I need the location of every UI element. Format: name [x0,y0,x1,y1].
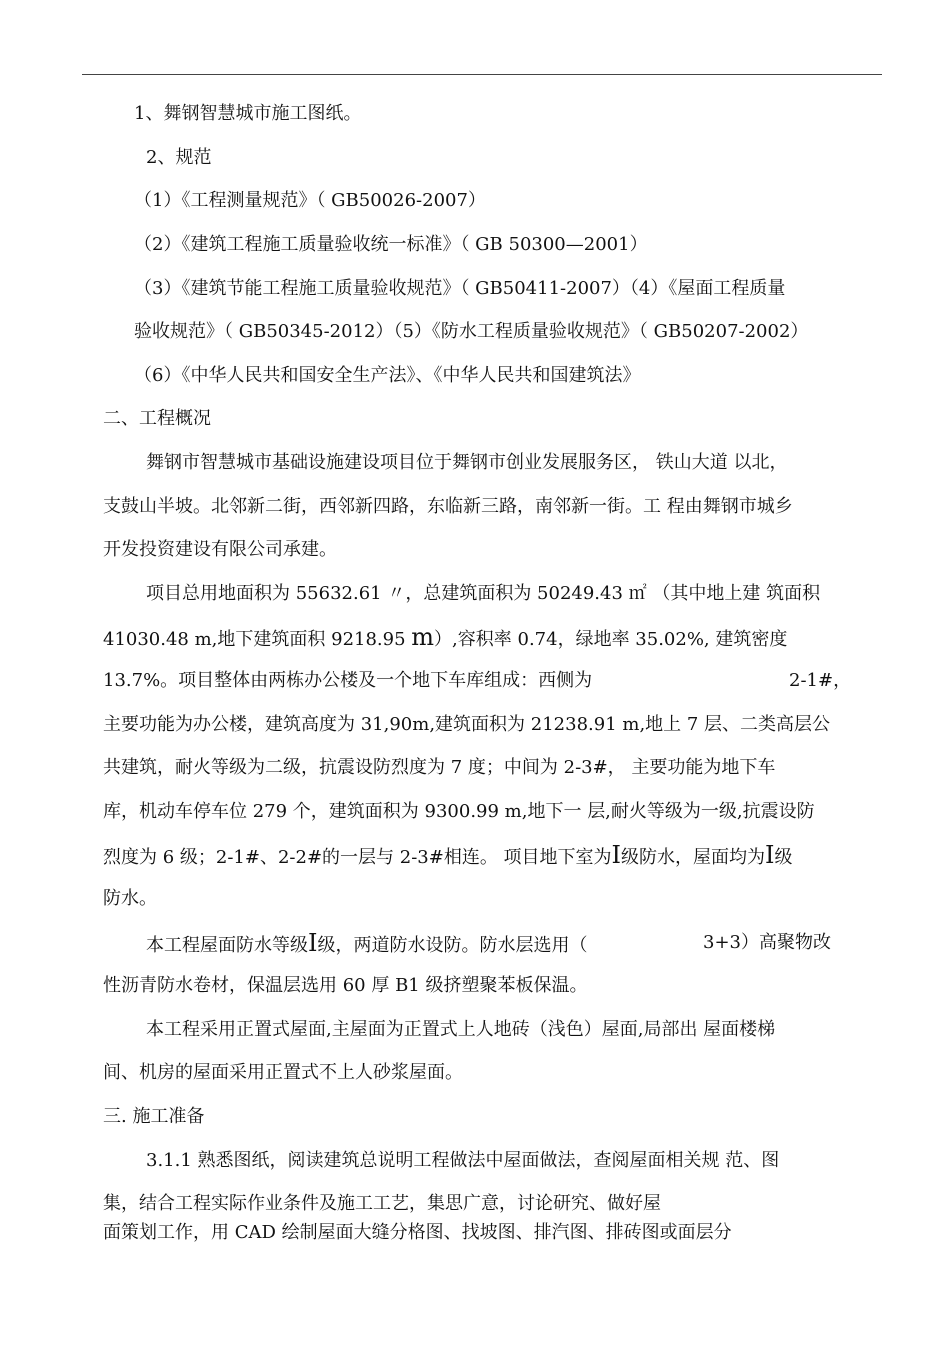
overview-p3-line-1a [146,929,588,957]
overview-p2-line-8: 防水。 [103,888,157,909]
standard-6: （6）《中华人民共和国安全生产法》、《中华人民共和国建筑法》 [134,365,641,386]
prep-p1-line-3: 面策划工作，用 CAD 绘制屋面大缝分格图、找坡图、排汽图、排砖图或面层分 [103,1222,732,1243]
standard-3-line-2: 验收规范》（ GB50345-2012）（5）《防水工程质量验收规范》（ GB50207-2002） [134,321,809,342]
overview-p3-line-1b: 3+3）高聚物改 [703,932,831,953]
grade-numeral: I [611,841,622,869]
overview-p1-line-1: 舞钢市智慧城市基础设施建设项目位于舞钢市创业发展服务区， 铁山大道 以北， [146,452,788,473]
overview-p2-line-2 [103,623,788,651]
overview-p2-line-5: 共建筑，耐火等级为二级，抗震设防烈度为 7 度；中间为 2-3#， 主要功能为地下车 [103,757,776,778]
overview-p2-line-1: 项目总用地面积为 55632.61 〃，总建筑面积为 50249.43 ㎡ （其中地上建 筑面积 [146,583,821,604]
standard-3-line-1: （3）《建筑节能工程施工质量验收规范》（ GB50411-2007）（4）《屋面工程质量 [134,278,786,299]
text-run: ）,容积率 0.74，绿地率 35.02%, 建筑密度 [434,629,788,650]
overview-p1-line-3: 开发投资建设有限公司承建。 [103,539,337,560]
text-run: 41030.48 m,地下建筑面积 9218.95 [103,629,412,650]
overview-p2-line-7 [103,841,793,869]
header-rule [82,74,882,75]
overview-p4-line-1: 本工程采用正置式屋面,主屋面为正置式上人地砖（浅色）屋面,局部出 屋面楼梯 [146,1019,776,1040]
grade-numeral: I [765,841,775,869]
standard-1: （1）《工程测量规范》（ GB50026-2007） [134,190,486,211]
section-heading-preparation: 三. 施工准备 [103,1106,205,1127]
ref-item-2: 2、规范 [146,147,212,168]
overview-p3-line-2: 性沥青防水卷材，保温层选用 60 厚 B1 级挤塑聚苯板保温。 [103,975,588,996]
text-run: 烈度为 6 级；2-1#、2-2#的一层与 2-3#相连。 项目地下室为 [103,847,612,868]
standard-2: （2）《建筑工程施工质量验收统一标准》（ GB 50300—2001） [134,234,648,255]
prep-p1-line-2: 集，结合工程实际作业条件及施工工艺，集思广意，讨论研究、做好屋 [103,1193,661,1214]
grade-numeral: I [308,929,318,957]
ref-item-1: 1、舞钢智慧城市施工图纸。 [134,103,362,124]
overview-p2-line-4: 主要功能为办公楼，建筑高度为 31,90m,建筑面积为 21238.91 m,地上 7 层、二类高层公 [103,714,831,735]
overview-p2-line-3a: 13.7%。项目整体由两栋办公楼及一个地下车库组成：西侧为 [103,670,593,691]
overview-p4-line-2: 间、机房的屋面采用正置式不上人砂浆屋面。 [103,1062,463,1083]
text-run: 级，两道防水设防。防水层选用（ [317,935,588,956]
section-heading-overview: 二、工程概况 [103,408,211,429]
text-run: 级防水，屋面均为 [621,847,766,868]
prep-p1-line-1: 3.1.1 熟悉图纸，阅读建筑总说明工程做法中屋面做法，查阅屋面相关规 范、图 [146,1150,780,1171]
text-run: 级 [774,847,793,868]
overview-p1-line-2: 支鼓山半坡。北邻新二街，西邻新四路，东临新三路，南邻新一街。工 程由舞钢市城乡 [103,496,793,517]
text-run: 本工程屋面防水等级 [146,935,308,956]
unit-m: m [411,623,435,651]
overview-p2-line-6: 库，机动车停车位 279 个，建筑面积为 9300.99 m,地下一 层,耐火等级为一级,抗震设防 [103,801,815,822]
overview-p2-line-3b: 2-1#， [789,670,852,691]
